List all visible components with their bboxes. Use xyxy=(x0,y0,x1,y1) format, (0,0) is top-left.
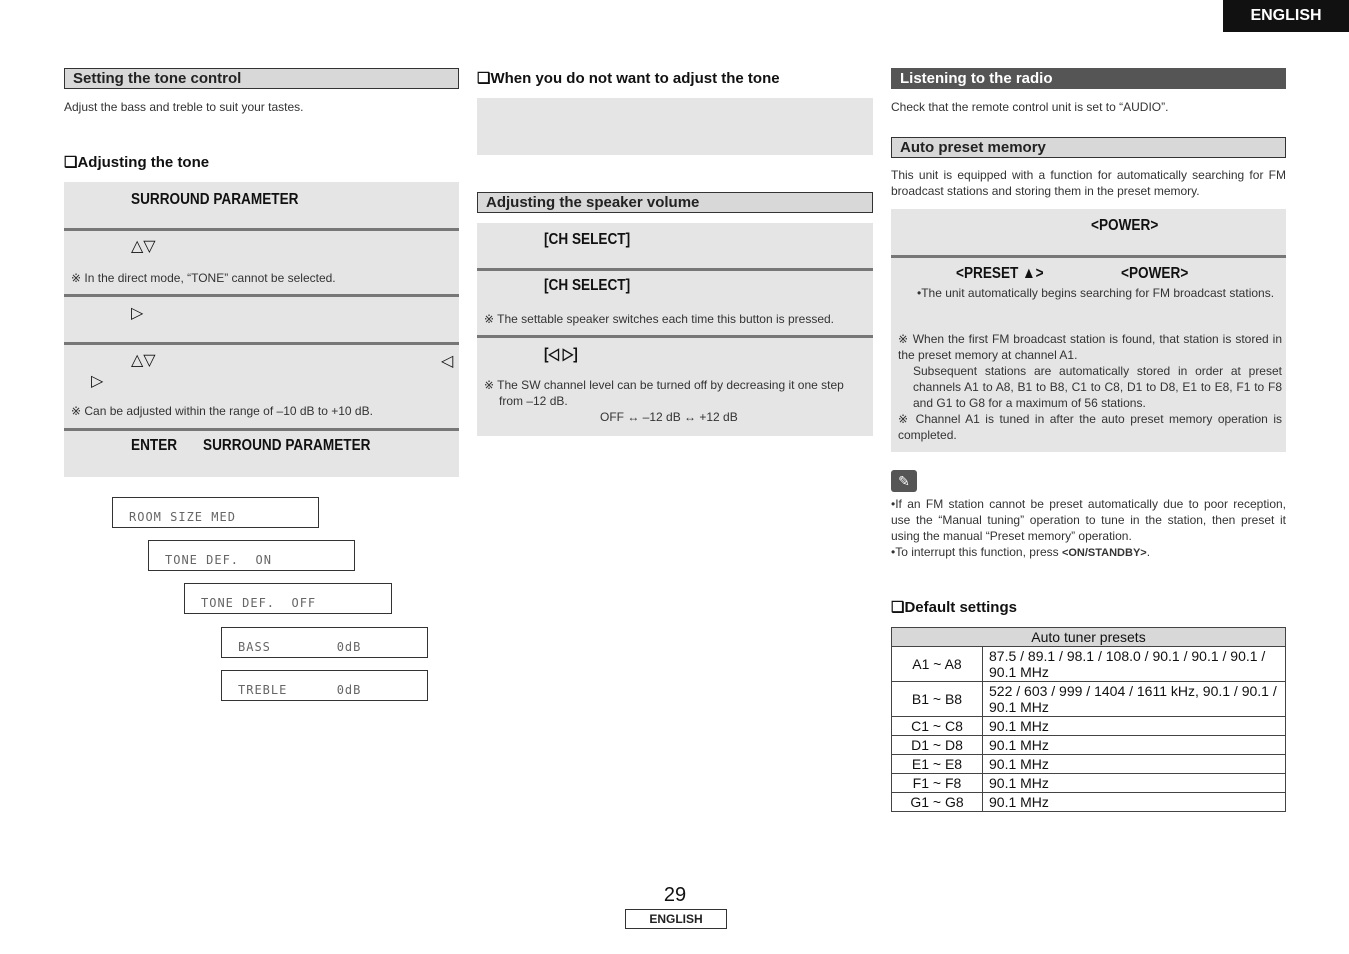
presets-table-header: Auto tuner presets xyxy=(892,628,1286,647)
table-row xyxy=(892,736,1286,755)
table-row xyxy=(892,755,1286,774)
step-box-4 xyxy=(64,345,459,428)
preset-range: F1 ~ F8 xyxy=(892,774,983,793)
pencil-icon: ✎ xyxy=(891,470,917,492)
first-station-note: ※ When the first FM broadcast station is found, that station is stored in the preset memory at channel A1. xyxy=(898,332,1282,362)
enter-label: ENTER xyxy=(131,437,178,454)
ch-select-label: [CH SELECT] xyxy=(544,231,631,248)
subsequent-stations-note: Subsequent stations are automatically stored in order at preset channels A1 to A8, B1 to B8, C1 to C8, D1 to D8, E1 to E8, F1 to F8 and G1 to G8 for a maximum of 56 stations. xyxy=(913,364,1282,410)
preset-range: C1 ~ C8 xyxy=(892,717,983,736)
no-tone-box xyxy=(477,98,873,155)
up-down-arrows-icon: △▽ xyxy=(131,352,156,369)
footer-language-tab: ENGLISH xyxy=(625,909,727,929)
power-label: <POWER> xyxy=(1091,217,1159,234)
left-right-cursor-label: [◁ ▷] xyxy=(544,346,578,363)
preset-values: 90.1 MHz xyxy=(983,717,1286,736)
tone-intro: Adjust the bass and treble to suit your tastes. xyxy=(64,100,304,114)
section-title-tone-control: Setting the tone control xyxy=(64,68,459,89)
search-bullet: •The unit automatically begins searching for FM broadcast stations. xyxy=(917,286,1275,300)
sw-level-note-cont: from –12 dB. xyxy=(499,394,568,408)
left-arrow-icon: ◁ xyxy=(441,353,454,370)
step-box-1 xyxy=(477,223,873,268)
preset-values: 90.1 MHz xyxy=(983,793,1286,812)
presets-table xyxy=(891,627,1286,812)
radio-intro: Check that the remote control unit is set to “AUDIO”. xyxy=(891,100,1169,114)
table-row xyxy=(892,774,1286,793)
range-note: ※ Can be adjusted within the range of –10 dB to +10 dB. xyxy=(71,404,373,418)
lcd-display: TONE DEF. ON xyxy=(148,540,355,571)
preset-range: A1 ~ A8 xyxy=(892,647,983,682)
lcd-display: TONE DEF. OFF xyxy=(184,583,392,614)
section-title-radio: Listening to the radio xyxy=(891,68,1286,89)
step-box-1 xyxy=(64,182,459,228)
preset-range: B1 ~ B8 xyxy=(892,682,983,717)
speaker-switch-note: ※ The settable speaker switches each time this button is pressed. xyxy=(484,312,835,326)
direct-mode-note: ※ In the direct mode, “TONE” cannot be selected. xyxy=(71,271,336,285)
preset-range: D1 ~ D8 xyxy=(892,736,983,755)
lcd-display: ROOM SIZE MED xyxy=(112,497,319,528)
table-row xyxy=(892,682,1286,717)
table-row xyxy=(892,717,1286,736)
preset-values: 90.1 MHz xyxy=(983,755,1286,774)
subhead-default-settings: ❑Default settings xyxy=(891,599,1017,616)
on-standby-key: <ON/STANDBY> xyxy=(1061,547,1147,559)
section-title-speaker-volume: Adjusting the speaker volume xyxy=(477,192,873,213)
auto-preset-desc: This unit is equipped with a function for automatically searching for FM broadcast stations and storing them in the preset memory. xyxy=(891,168,1286,198)
language-tab: ENGLISH xyxy=(1223,0,1349,32)
tip-interrupt xyxy=(891,544,1286,561)
channel-a1-note: ※ Channel A1 is tuned in after the auto preset memory operation is completed. xyxy=(898,412,1282,442)
preset-values: 90.1 MHz xyxy=(983,774,1286,793)
right-arrow-icon: ▷ xyxy=(131,305,144,322)
step-box-2 xyxy=(477,271,873,335)
preset-up-label: <PRESET ▲> xyxy=(956,265,1044,282)
subhead-no-tone-adjust: ❑When you do not want to adjust the tone xyxy=(477,70,780,87)
tip-interrupt-text: •To interrupt this function, press xyxy=(891,545,1062,559)
step-box-2 xyxy=(64,231,459,294)
preset-values: 522 / 603 / 999 / 1404 / 1611 kHz, 90.1 / 90.1 / 90.1 MHz xyxy=(983,682,1286,717)
table-row xyxy=(892,793,1286,812)
right-arrow-icon: ▷ xyxy=(91,373,104,390)
step-box-3 xyxy=(64,297,459,342)
section-title-auto-preset: Auto preset memory xyxy=(891,137,1286,158)
subhead-adjusting-tone: ❑Adjusting the tone xyxy=(64,154,210,171)
preset-range: E1 ~ E8 xyxy=(892,755,983,774)
lcd-display: TREBLE 0dB xyxy=(221,670,428,701)
page-number: 29 xyxy=(663,884,687,906)
sw-level-note: ※ The SW channel level can be turned off by decreasing it one step xyxy=(484,378,844,392)
tip-manual-tuning: •If an FM station cannot be preset automatically due to poor reception, use the “Manual tuning” operation to tune in the station, then preset it using the manual “Preset memory” operation. xyxy=(891,497,1286,543)
table-row xyxy=(892,647,1286,682)
tip-end: . xyxy=(1146,545,1151,559)
surround-parameter-label: SURROUND PARAMETER xyxy=(203,437,371,454)
preset-values: 87.5 / 89.1 / 98.1 / 108.0 / 90.1 / 90.1 / 90.1 / 90.1 MHz xyxy=(983,647,1286,682)
step-box-5 xyxy=(64,431,459,477)
power-label: <POWER> xyxy=(1121,265,1189,282)
preset-values: 90.1 MHz xyxy=(983,736,1286,755)
step-box-1 xyxy=(891,209,1286,255)
lcd-display: BASS 0dB xyxy=(221,627,428,658)
up-down-arrows-icon: △▽ xyxy=(131,238,156,255)
step-box-2 xyxy=(891,258,1286,452)
sw-level-range: OFF ↔ –12 dB ↔ +12 dB xyxy=(600,410,738,424)
preset-range: G1 ~ G8 xyxy=(892,793,983,812)
step-box-3 xyxy=(477,338,873,436)
surround-parameter-label: SURROUND PARAMETER xyxy=(131,191,299,208)
ch-select-label: [CH SELECT] xyxy=(544,277,631,294)
